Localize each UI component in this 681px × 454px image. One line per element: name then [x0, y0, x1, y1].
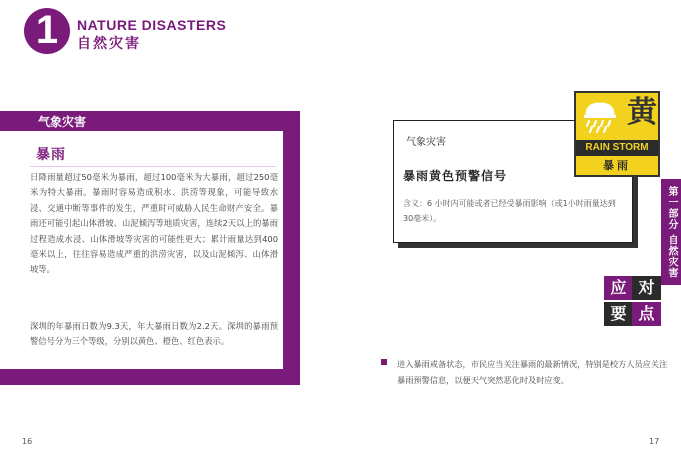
info-description: 含义：6 小时内可能或者已经受暴雨影响（或1小时雨量达到30毫米）。	[403, 199, 616, 223]
signal-label-en: RAIN STORM	[576, 140, 658, 156]
chapter-title-cn: 自然灾害	[77, 36, 141, 52]
signal-label-cn: 暴雨	[603, 159, 631, 172]
frame-bottom-bar	[0, 369, 300, 385]
info-category: 气象灾害	[406, 137, 446, 148]
bullet-marker	[381, 359, 387, 365]
response-char-4: 点	[632, 302, 661, 326]
section-divider	[30, 166, 276, 167]
response-char-1: 应	[604, 276, 633, 300]
section-title: 暴雨	[36, 147, 66, 163]
info-title: 暴雨黄色预警信号	[403, 169, 508, 183]
response-tip: 进入暴雨戒备状态，市民应当关注暴雨的最新情况，特别是校方人员应关注暴雨预警信息，以便天气突然恶化时及时应变。	[397, 359, 668, 385]
section-side-tab: 第一部分 自然灾害	[661, 179, 681, 285]
rain-cloud-icon	[578, 95, 622, 135]
response-char-3: 要	[604, 302, 633, 326]
chapter-number: 1	[35, 8, 59, 52]
chapter-title-en: NATURE DISASTERS	[77, 17, 227, 33]
body-paragraph-1: 日降雨量超过50毫米为暴雨，超过100毫米为大暴雨，超过250毫米为特大暴雨。暴雨时容易造成积水、洪涝等现象，可能导致水浸、交通中断等事件的发生，严重时可威胁人民生命财产安全。暴雨还可能引起山体滑坡、山泥倾泻等地质灾害，连续2天以上的暴雨过程造成水浸、山体滑坡等灾害的可能性更大；累计雨量达到400毫米以上，往往容易造成严重的洪涝灾害，以及山泥倾泻、山体滑坡等。	[30, 172, 278, 275]
response-char-2: 对	[632, 276, 661, 300]
body-paragraph-2: 深圳的年暴雨日数为9.3天，年大暴雨日数为2.2天。深圳的暴雨预警信号分为三个等级，分别以黄色、橙色、红色表示。	[30, 321, 278, 347]
page-number-left: 16	[22, 437, 33, 446]
frame-right-bar	[283, 111, 300, 385]
signal-level-char: 黄	[627, 95, 657, 130]
category-label: 气象灾害	[38, 115, 87, 129]
page-number-right: 17	[649, 437, 660, 446]
